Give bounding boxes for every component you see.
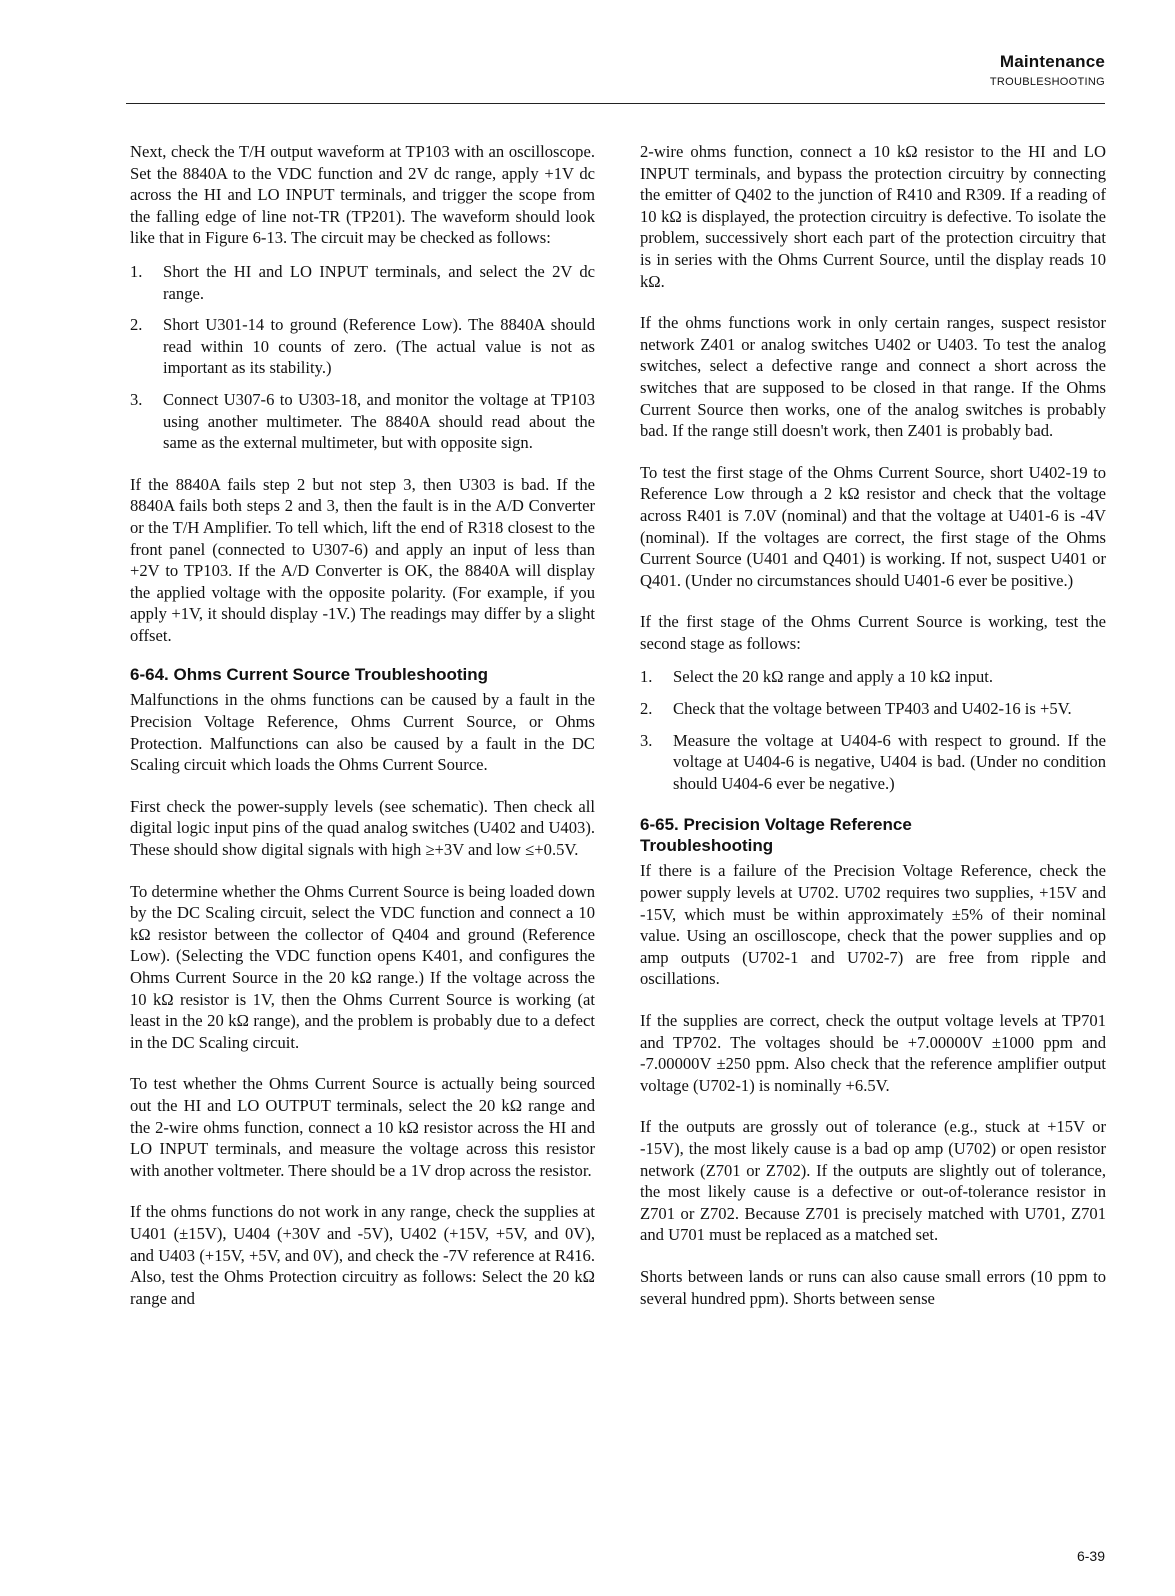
paragraph-second-stage-intro: If the first stage of the Ohms Current Source is working, test the second stage as follows:: [640, 612, 1106, 653]
step-number: 3.: [130, 389, 143, 409]
list-item: [640, 666, 1106, 688]
list-item: [640, 730, 1106, 795]
step-number: 2.: [640, 699, 653, 719]
step-text: Measure the voltage at U404-6 with respect to ground. If the voltage at U404-6 is negative, U404 is bad. (Under no condition should U404-6 ever be negative.): [673, 730, 1106, 793]
th-check-steps: [130, 261, 595, 454]
step-text: Short U301-14 to ground (Reference Low). The 8840A should read within 10 counts of zero. (The actual value is not as important as its stability.): [163, 315, 595, 378]
second-stage-steps: [640, 666, 1106, 794]
right-column: [640, 141, 1106, 1309]
step-number: 1.: [640, 667, 653, 687]
list-item: [640, 698, 1106, 720]
section-heading-line: Troubleshooting: [640, 836, 774, 856]
section-heading-line: 6-65. Precision Voltage Reference: [640, 815, 912, 835]
left-column: [130, 141, 595, 1309]
section-heading-6-65: [640, 814, 1106, 856]
step-number: 2.: [130, 315, 143, 335]
list-item: [130, 314, 595, 379]
paragraph-ohms-supplies: If the ohms functions do not work in any range, check the supplies at U401 (±15V), U404 (+30V and -5V), U402 (+15V, +5V, and 0V), and U403 (+15V, +5V, and 0V), and check the -7V reference at R416. Also, test the Ohms Protection circuitry as follows: Select the 20 kΩ range and: [130, 1202, 595, 1308]
paragraph-ohms-malfunctions: Malfunctions in the ohms functions can be caused by a fault in the Precision Voltage Reference, Ohms Current Source, or Ohms Protection. Malfunctions can also be caused by a fault in the DC Scaling circuit which loads the Ohms Current Source.: [130, 690, 595, 775]
running-header-title: Maintenance: [999, 52, 1105, 71]
step-text: Connect U307-6 to U303-18, and monitor the voltage at TP103 using another multimeter. The 8840A should read about the same as the external multimeter, but with opposite sign.: [163, 389, 595, 453]
paragraph-power-supply-levels: First check the power-supply levels (see schematic). Then check all digital logic input pins of the quad analog switches (U402 and U403). These should show digital signals with high ≥+3V and low ≤+0.5V.: [130, 796, 595, 860]
paragraph-ohms-output: To test whether the Ohms Current Source is actually being sourced out the HI and LO OUTPUT terminals, select the 20 kΩ range and the 2-wire ohms function, connect a 10 kΩ resistor across the HI and LO INPUT terminals, and measure the voltage across this resistor with another voltmeter. There should be a 1V drop across the resistor.: [130, 1074, 595, 1180]
paragraph-ranges: If the ohms functions work in only certain ranges, suspect resistor network Z401 or analog switches U402 or U403. To test the analog switches, select a defective range and connect a short across the switches that are supposed to be closed in that range. If the Ohms Current Source then works, one of the analog switches is probably bad. If the range still doesn't work, then Z401 is probably bad.: [640, 313, 1106, 441]
step-text: Select the 20 kΩ range and apply a 10 kΩ input.: [673, 667, 994, 687]
section-heading-6-64: 6-64. Ohms Current Source Troubleshooting: [130, 665, 488, 685]
paragraph-first-stage: To test the first stage of the Ohms Current Source, short U402-19 to Reference Low through a 2 kΩ resistor and check that the voltage across R401 is 7.0V (nominal) and that the voltage at U401-6 is -4V (nominal). If the voltages are correct, the first stage of the Ohms Current Source (U401 and Q401) is working. If not, suspect U401 or Q401. (Under no circumstances should U401-6 ever be positive.): [640, 462, 1106, 590]
step-number: 1.: [130, 261, 143, 281]
step-number: 3.: [640, 730, 653, 750]
paragraph-shorts: Shorts between lands or runs can also cause small errors (10 ppm to several hundred ppm). Shorts between sense: [640, 1266, 1106, 1308]
list-item: [130, 389, 595, 454]
step-text: Check that the voltage between TP403 and U402-16 is +5V.: [673, 699, 1072, 719]
paragraph-dc-scaling: To determine whether the Ohms Current Source is being loaded down by the DC Scaling circuit, select the VDC function and connect a 10 kΩ resistor between the collector of Q404 and ground (Reference Low). (Selecting the VDC function opens K401, and configures the Ohms Current Source in the 20 kΩ range.) If the voltage across the 10 kΩ resistor is 1V, then the Ohms Current Source is working (at least in the 20 kΩ range), and the problem is probably due to a defect in the DC Scaling circuit.: [130, 881, 595, 1052]
list-item: [130, 261, 595, 304]
paragraph-th-waveform: Next, check the T/H output waveform at TP103 with an oscilloscope. Set the 8840A to the VDC function and 2V dc range, apply +1V dc across the HI and LO INPUT terminals, and trigger the scope from the falling edge of line not-TR (TP201). The waveform should look like that in Figure 6-13. The circuit may be checked as follows:: [130, 142, 595, 248]
running-header-subtitle: TROUBLESHOOTING: [989, 76, 1105, 88]
page-number: 6-39: [1076, 1548, 1105, 1564]
paragraph-reference-failure: If there is a failure of the Precision Voltage Reference, check the power supply levels at U702. U702 requires two supplies, +15V and -15V, which must be within approximately ±5% of their nominal value. Using an oscilloscope, check that the power supplies and op amp outputs (U702-1 and U702-7) are free from ripple and oscillations.: [640, 861, 1106, 989]
paragraph-ad-converter: If the 8840A fails step 2 but not step 3, then U303 is bad. If the 8840A fails both steps 2 and 3, then the fault is in the A/D Converter or the T/H Amplifier. To tell which, lift the end of R318 closest to the front panel (connected to U307-6) and apply an input of less than +2V to TP103. If the A/D Converter is OK, the 8840A will display the applied voltage with the opposite polarity. (For example, if you apply +1V, it should display -1V.) The readings may differ by a slight offset.: [130, 474, 595, 645]
header-rule: [126, 103, 1105, 104]
paragraph-tolerance: If the outputs are grossly out of tolerance (e.g., stuck at +15V or -15V), the most likely cause is a bad op amp (U702) or open resistor network (Z701 or Z702). If the outputs are slightly out of tolerance, the most likely cause is a defective or out-of-tolerance resistor in Z701 or Z702. Because Z701 is precisely matched with U701, Z701 and U701 must be replaced as a matched set.: [640, 1117, 1106, 1245]
paragraph-output-levels: If the supplies are correct, check the output voltage levels at TP701 and TP702. The voltages should be +7.00000V ±1000 ppm and -7.00000V ±250 ppm. Also check that the reference amplifier output voltage (U702-1) is nominally +6.5V.: [640, 1011, 1106, 1095]
step-text: Short the HI and LO INPUT terminals, and select the 2V dc range.: [163, 261, 595, 303]
paragraph-protection-bypass: 2-wire ohms function, connect a 10 kΩ resistor to the HI and LO INPUT terminals, and bypass the protection circuitry by connecting the emitter of Q402 to the junction of R410 and R309. If a reading of 10 kΩ is displayed, the protection circuitry is defective. To isolate the problem, successively short each part of the protection circuitry that is in series with the Ohms Current Source, until the display reads 10 kΩ.: [640, 142, 1106, 291]
